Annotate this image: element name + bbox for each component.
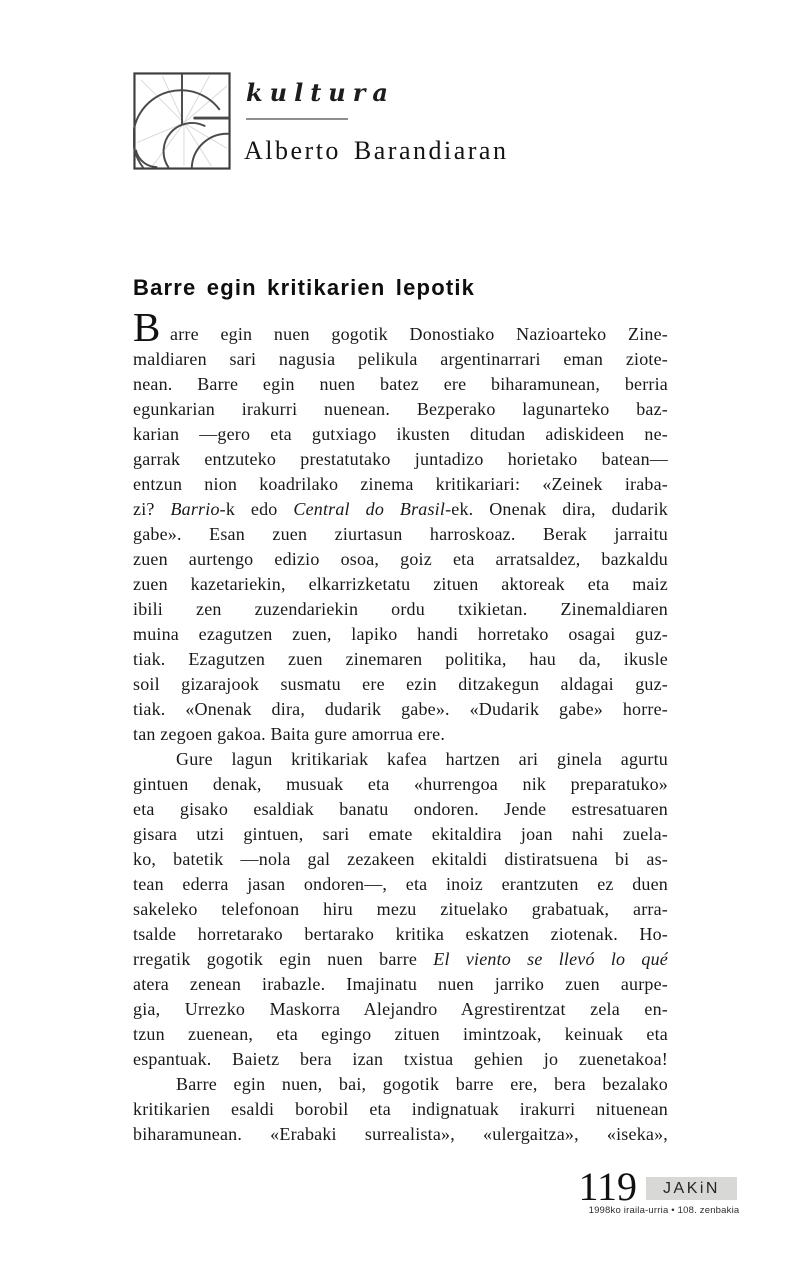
text-line: muina ezagutzen zuen, lapiko handi horretako osagai guz- [133,624,668,644]
text-line: gabe». Esan zuen ziurtasun harroskoaz. Berak jarraitu [133,524,668,544]
drop-cap: B [133,304,161,350]
text-line: tean ederra jasan ondoren—, eta inoiz erantzuten ez duen [133,874,668,894]
journal-logo [133,72,231,170]
text-line: tiak. Ezagutzen zuen zinemaren politika, hau da, ikusle [133,649,668,669]
article-title: Barre egin kritikarien lepotik [133,275,476,300]
text-line: eta gisako esaldiak banatu ondoren. Jende estresatuaren [133,799,668,819]
text-line: atera zenean irabazle. Imajinatu nuen jarriko zuen aurpe- [133,974,668,994]
text-line: entzun nion koadrilako zinema kritikariari: «Zeinek iraba- [133,474,668,494]
section-label: kultura [246,78,395,107]
issue-info: 1998ko iraila-urria • 108. zenbakia [588,1205,740,1216]
text-line: ko, batetik —nola gal zezakeen ekitaldi distiratsuena bi as- [133,849,668,869]
text-line: soil gizarajook susmatu ere ezin ditzakegun aldagai guz- [133,674,668,694]
text-line: tsalde horretarako bertarako kritika eskatzen ziotenak. Ho- [133,924,668,944]
text-line: tan zegoen gakoa. Baita gure amorrua ere. [133,724,446,744]
header-divider [246,118,348,120]
text-line: Barre egin nuen, bai, gogotik barre ere, bera bezalako [176,1074,668,1094]
text-line: nean. Barre egin nuen batez ere biharamunean, berria [133,374,668,394]
text-line: sakeleko telefonoan hiru mezu zituelako grabatuak, arra- [133,899,668,919]
text-line: espantuak. Baietz bera izan txistua gehien jo zuenetakoa! [133,1049,668,1069]
journal-badge: JAKiN [646,1177,737,1200]
text-line: maldiaren sari nagusia pelikula argentinarrari eman ziote- [133,349,668,369]
text-line: zuen aurtengo edizio osoa, goiz eta arratsaldez, bazkaldu [133,549,668,569]
text-line: ibili zen zuzendariekin ordu txikietan. Zinemaldiaren [133,599,668,619]
text-line: zi? Barrio-k edo Central do Brasil-ek. Onenak dira, dudarik [133,499,668,519]
italic-phrase: El viento se llevó lo qué [433,949,668,969]
text-line: gintuen denak, musuak eta «hurrengoa nik preparatuko» [133,774,668,794]
text-line: karian —gero eta gutxiago ikusten ditudan adiskideen ne- [133,424,668,444]
text-line: biharamunean. «Erabaki surrealista», «ulergaitza», «iseka», [133,1124,668,1144]
text-line: gia, Urrezko Maskorra Alejandro Agrestirentzat zela en- [133,999,668,1019]
text-line: zuen kazetariekin, elkarrizketatu zituen aktoreak eta maiz [133,574,668,594]
article-body [133,304,668,1147]
paragraph [133,747,668,1072]
italic-phrase: Central do Brasil [293,499,446,519]
text-line: gisara utzi gintuen, sari emate ekitaldira joan nahi zuela- [133,824,668,844]
text-line: tiak. «Onenak dira, dudarik gabe». «Dudarik gabe» horre- [133,699,668,719]
text-line: rregatik gogotik egin nuen barre El viento se llevó lo qué [133,949,668,969]
paragraph [133,304,668,747]
paragraph [133,1072,668,1147]
text-line: Gure lagun kritikariak kafea hartzen ari ginela agurtu [176,749,668,769]
page-number: 119 [578,1164,637,1209]
text-line: egunkarian irakurri nuenean. Bezperako lagunarteko baz- [133,399,668,419]
text-line: kritikarien esaldi borobil eta indignatuak irakurri nituenean [133,1099,668,1119]
journal-logo-icon [133,72,231,170]
italic-phrase: Barrio [170,499,220,519]
text-line: arre egin nuen gogotik Donostiako Nazioarteko Zine- [170,324,668,344]
author-name: Alberto Barandiaran [244,136,509,165]
text-line: tzun zuenean, eta egingo zituen imintzoak, keinuak eta [133,1024,668,1044]
text-line: garrak entzuteko prestatutako juntadizo horietako batean— [133,449,668,469]
